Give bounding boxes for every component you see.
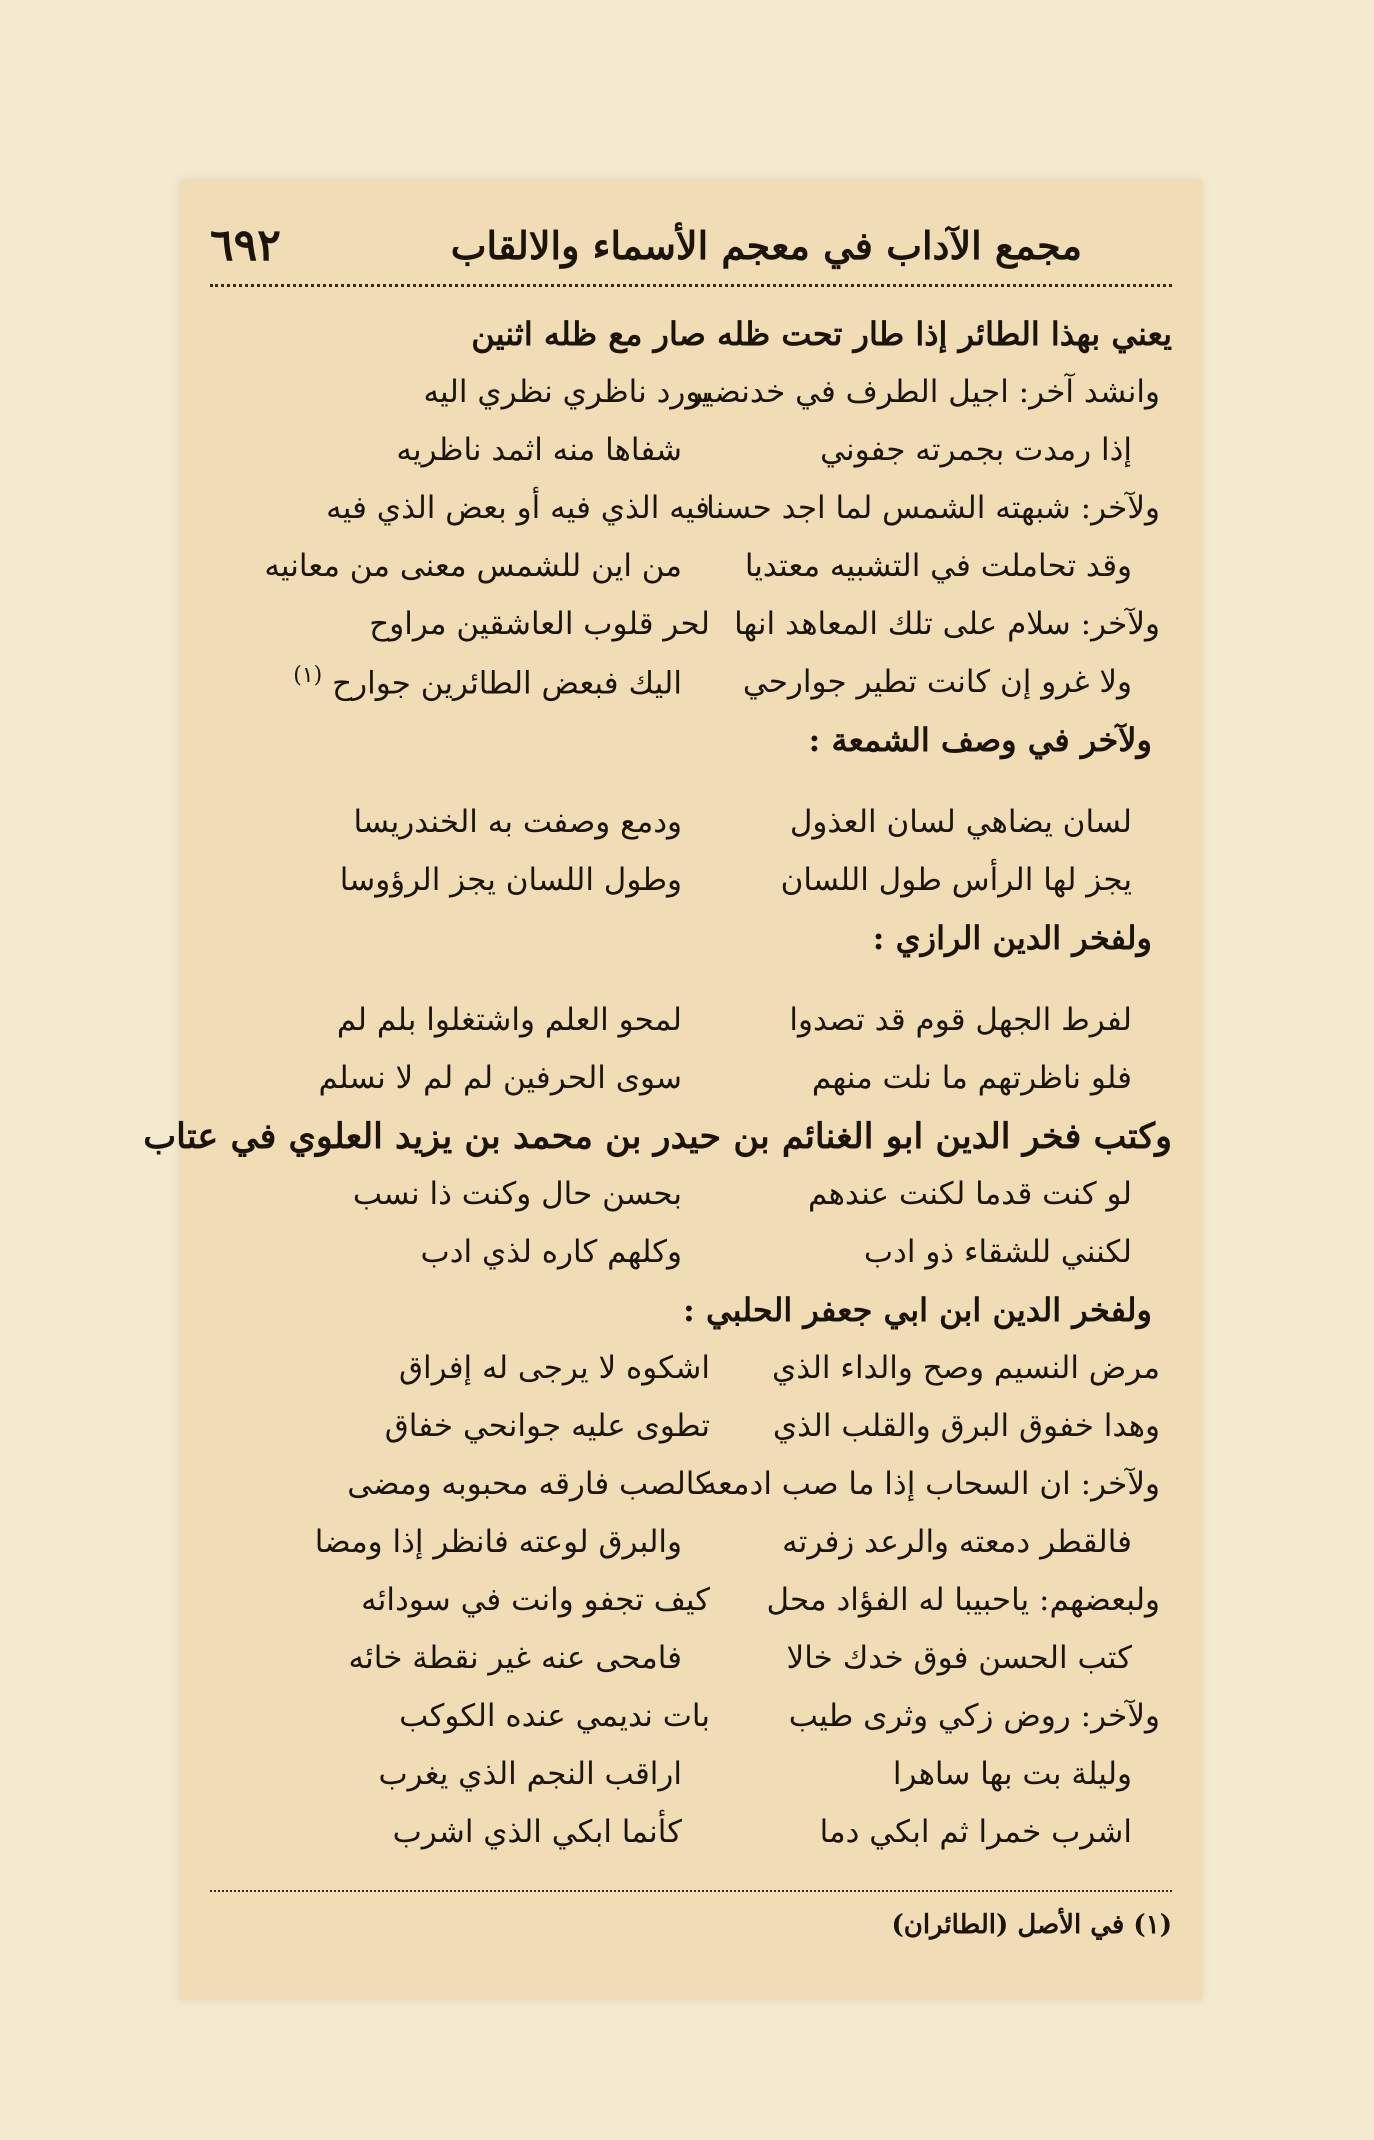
hemistich-first: ولآخر: روض زكي وثرى طيب [788, 1698, 1160, 1734]
hemistich-first: كتب الحسن فوق خدك خالا [786, 1640, 1132, 1676]
hemistich-second: اليك فبعض الطائرين جوارح $^{(١)}$ [293, 662, 682, 702]
verse-line [210, 1513, 1172, 1571]
hemistich-first: فلو ناظرتهم ما نلت منهم [811, 1060, 1132, 1096]
verse-line [210, 851, 1172, 909]
verse-line [210, 363, 1172, 421]
hemistich-first: يجز لها الرأس طول اللسان [780, 862, 1132, 898]
book-page [143, 180, 1202, 2000]
hemistich-first: لو كنت قدما لكنت عندهم [807, 1176, 1132, 1212]
hemistich-second: من اين للشمس معنى من معانيه [264, 548, 682, 584]
hemistich-first: وهدا خفوق البرق والقلب الذي [772, 1408, 1160, 1444]
verse-line [210, 1339, 1172, 1397]
hemistich-first: مرض النسيم وصح والداء الذي [771, 1350, 1160, 1386]
hemistich-first: اشرب خمرا ثم ابكي دما [819, 1814, 1132, 1850]
hemistich-first: لسان يضاهي لسان العذول [789, 804, 1132, 840]
hemistich-second: كالصب فارقه محبوبه ومضى [347, 1466, 710, 1502]
hemistich-second: بات نديمي عنده الكوكب [399, 1698, 710, 1734]
footnote: (١) في الأصل (الطائران) [891, 1910, 1172, 1940]
hemistich-second: فيه الذي فيه أو بعض الذي فيه [326, 490, 710, 526]
verse-line [210, 991, 1172, 1049]
verse-line [210, 1803, 1172, 1861]
hemistich-second: تطوى عليه جوانحي خفاق [384, 1408, 710, 1444]
hemistich-second: كأنما ابكي الذي اشرب [392, 1814, 682, 1850]
verse-line [210, 1571, 1172, 1629]
verse-line [210, 1223, 1172, 1281]
hemistich-second: اشكوه لا يرجى له إفراق [398, 1350, 710, 1386]
hemistich-second: وكلهم كاره لذي ادب [420, 1234, 682, 1270]
hemistich-first: ولبعضهم: ياحبيبا له الفؤاد محل [766, 1582, 1160, 1618]
hemistich-first: وليلة بت بها ساهرا [892, 1756, 1132, 1792]
page-body [143, 305, 1172, 1880]
page-number: ٦٩٢ [210, 219, 281, 271]
hemistich-second: فامحى عنه غير نقطة خائه [348, 1640, 682, 1676]
prose-line: وكتب فخر الدين ابو الغنائم بن حيدر بن محمد بن يزيد العلوي في عتاب [143, 1115, 1172, 1157]
hemistich-first: ولآخر: شبهته الشمس لما اجد حسنا [706, 490, 1160, 526]
footnote-marker: (١) [293, 662, 323, 688]
hemistich-second: سوى الحرفين لم لم لا نسلم [318, 1060, 682, 1096]
hemistich-first: فالقطر دمعته والرعد زفرته [782, 1524, 1132, 1560]
verse-line [210, 421, 1172, 479]
prose-line: يعني بهذا الطائر إذا طار تحت ظله صار مع ظله اثنين [471, 315, 1172, 353]
running-title: مجمع الآداب في معجم الأسماء والالقاب [450, 222, 1082, 268]
section-intro: ولآخر في وصف الشمعة : [808, 721, 1152, 759]
verse-line [210, 1687, 1172, 1745]
hemistich-second: وطول اللسان يجز الرؤوسا [339, 862, 682, 898]
section-intro: ولفخر الدين ابن ابي جعفر الحلبي : [683, 1291, 1152, 1329]
hemistich-second: شفاها منه اثمد ناظريه [396, 432, 682, 468]
verse-line [210, 1745, 1172, 1803]
verse-line [210, 1165, 1172, 1223]
verse-line [210, 1629, 1172, 1687]
hemistich-first: وانشد آخر: اجيل الطرف في خدنضير [687, 374, 1160, 410]
footnote-rule [210, 1890, 1172, 1892]
page-header [210, 210, 1172, 280]
hemistich-second: يورد ناظري نظري اليه [423, 374, 710, 410]
hemistich-first: لفرط الجهل قوم قد تصدوا [789, 1002, 1132, 1038]
verse-line [210, 1049, 1172, 1107]
hemistich-first: ولآخر: سلام على تلك المعاهد انها [734, 606, 1160, 642]
hemistich-second: لمحو العلم واشتغلوا بلم لم [336, 1002, 682, 1038]
verse-line [210, 1455, 1172, 1513]
hemistich-second: اراقب النجم الذي يغرب [378, 1756, 682, 1792]
hemistich-second: ودمع وصفت به الخندريسا [353, 804, 682, 840]
section-intro: ولفخر الدين الرازي : [872, 919, 1152, 957]
verse-line [210, 1397, 1172, 1455]
hemistich-second: لحر قلوب العاشقين مراوح [369, 606, 710, 642]
verse-line [210, 537, 1172, 595]
hemistich-first: ولا غرو إن كانت تطير جوارحي [742, 664, 1132, 700]
verse-line [210, 653, 1172, 711]
hemistich-first: إذا رمدت بجمرته جفوني [820, 432, 1132, 468]
verse-line [210, 595, 1172, 653]
hemistich-first: وقد تحاملت في التشبيه معتديا [744, 548, 1132, 584]
hemistich-first: ولآخر: ان السحاب إذا ما صب ادمعه [701, 1466, 1160, 1502]
hemistich-second: كيف تجفو وانت في سودائه [361, 1582, 710, 1618]
hemistich-second: بحسن حال وكنت ذا نسب [352, 1176, 682, 1212]
hemistich-second: والبرق لوعته فانظر إذا ومضا [314, 1524, 682, 1560]
header-rule [210, 284, 1172, 287]
verse-line [210, 479, 1172, 537]
hemistich-first: لكنني للشقاء ذو ادب [863, 1234, 1132, 1270]
verse-line [210, 793, 1172, 851]
